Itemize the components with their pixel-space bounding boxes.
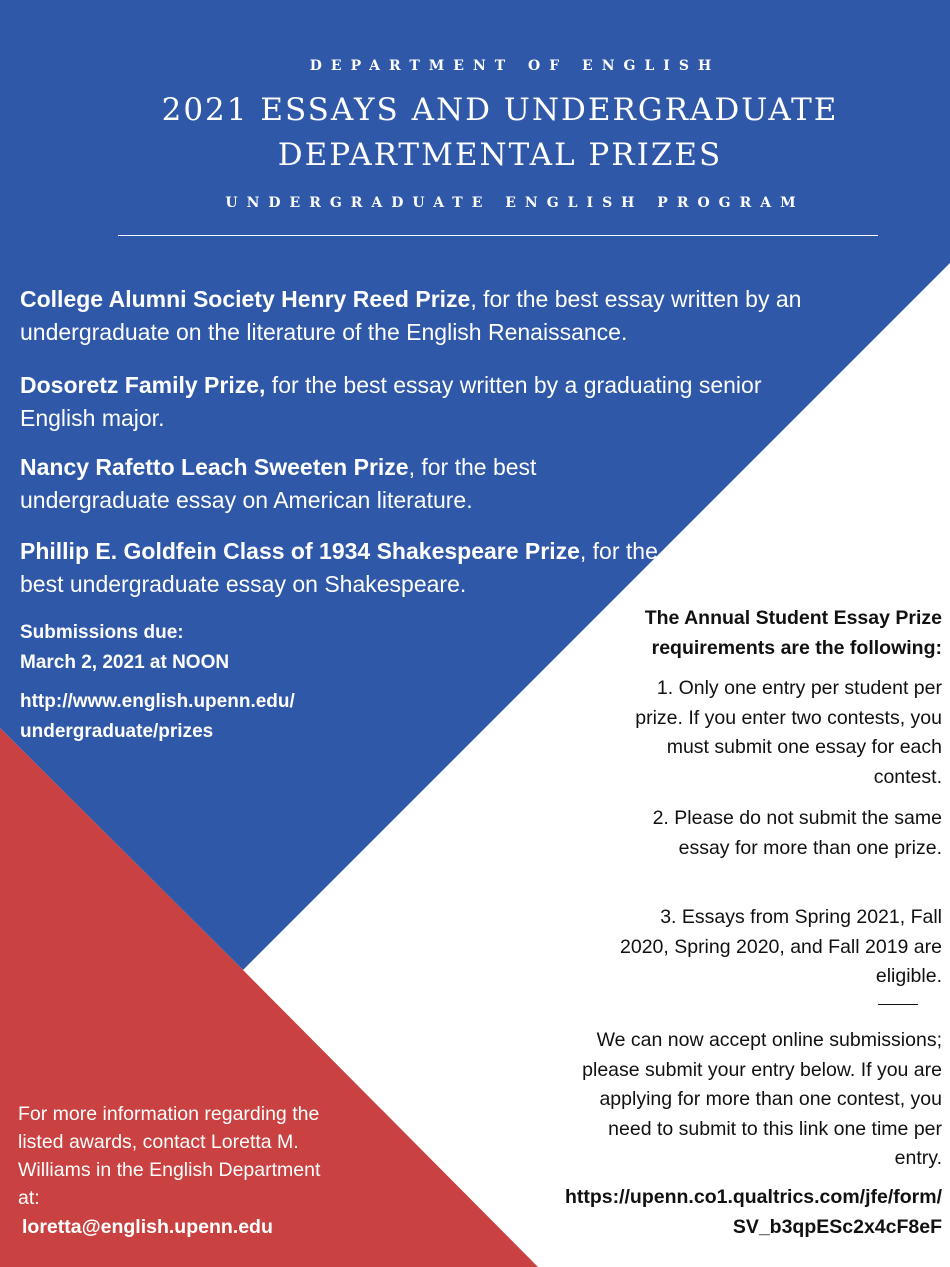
requirement-item-3: 3. Essays from Spring 2021, Fall 2020, Spring 2020, and Fall 2019 are eligible. [620, 906, 942, 987]
prize-description: , for the best undergraduate essay on Shakespeare. [20, 538, 658, 597]
prizes-link-line1[interactable]: http://www.english.upenn.edu/ [20, 691, 295, 712]
prize-description: , for the best essay written by an undergraduate on the literature of the English Renaissance. [20, 286, 802, 345]
prize-description: for the best essay written by a graduating senior English major. [20, 372, 762, 431]
requirements-heading [582, 604, 942, 663]
qualtrics-link-line2[interactable]: SV_b3qpESc2x4cF8eF [732, 1215, 942, 1238]
qualtrics-link-line1[interactable]: https://upenn.co1.qualtrics.com/jfe/form/ [564, 1186, 942, 1208]
program-label: UNDERGRADUATE ENGLISH PROGRAM [225, 195, 805, 211]
page-title [0, 88, 950, 178]
submission-label: Submissions due: [20, 622, 184, 643]
page-title-line2: DEPARTMENTAL PRIZES [277, 137, 723, 173]
contact-info: For more information regarding the listed awards, contact Loretta M. Williams in the English Department at: [18, 1103, 321, 1209]
requirement-item-2: 2. Please do not submit the same essay for more than one prize. [652, 807, 942, 859]
requirements-divider [878, 1004, 918, 1005]
requirement-item-1: 1. Only one entry per student per prize. If you enter two contests, you must submit one essay for each contest. [635, 677, 942, 788]
submission-deadline [20, 618, 229, 678]
qualtrics-link[interactable] [482, 1183, 942, 1242]
prize-name: Nancy Rafetto Leach Sweeten Prize [20, 454, 409, 480]
prize-description: , for the best undergraduate essay on American literature. [20, 454, 537, 513]
prize-name: Phillip E. Goldfein Class of 1934 Shakespeare Prize [20, 538, 580, 564]
prize-sweeten [20, 451, 620, 517]
prize-dosoretz [20, 369, 810, 435]
prize-henry-reed [20, 283, 850, 349]
requirements-heading-line2: requirements are the following: [651, 636, 942, 659]
requirements-heading-line1: The Annual Student Essay Prize [644, 607, 942, 629]
submission-date: March 2, 2021 at NOON [20, 652, 230, 673]
prizes-link-line2[interactable]: undergraduate/prizes [20, 721, 214, 742]
header-divider [118, 235, 878, 236]
prize-name: Dosoretz Family Prize, [20, 372, 266, 398]
prize-goldfein [20, 535, 660, 601]
page-title-line1: 2021 ESSAYS AND UNDERGRADUATE [161, 92, 839, 128]
prizes-link[interactable] [20, 687, 295, 747]
contact-email[interactable]: loretta@english.upenn.edu [22, 1216, 273, 1238]
department-label: DEPARTMENT OF ENGLISH [309, 58, 721, 74]
online-submission-note: We can now accept online submissions; please submit your entry below. If you are applying for more than one contest, you need to submit to this link one time per entry. [582, 1029, 942, 1169]
prize-name: College Alumni Society Henry Reed Prize [20, 286, 471, 312]
